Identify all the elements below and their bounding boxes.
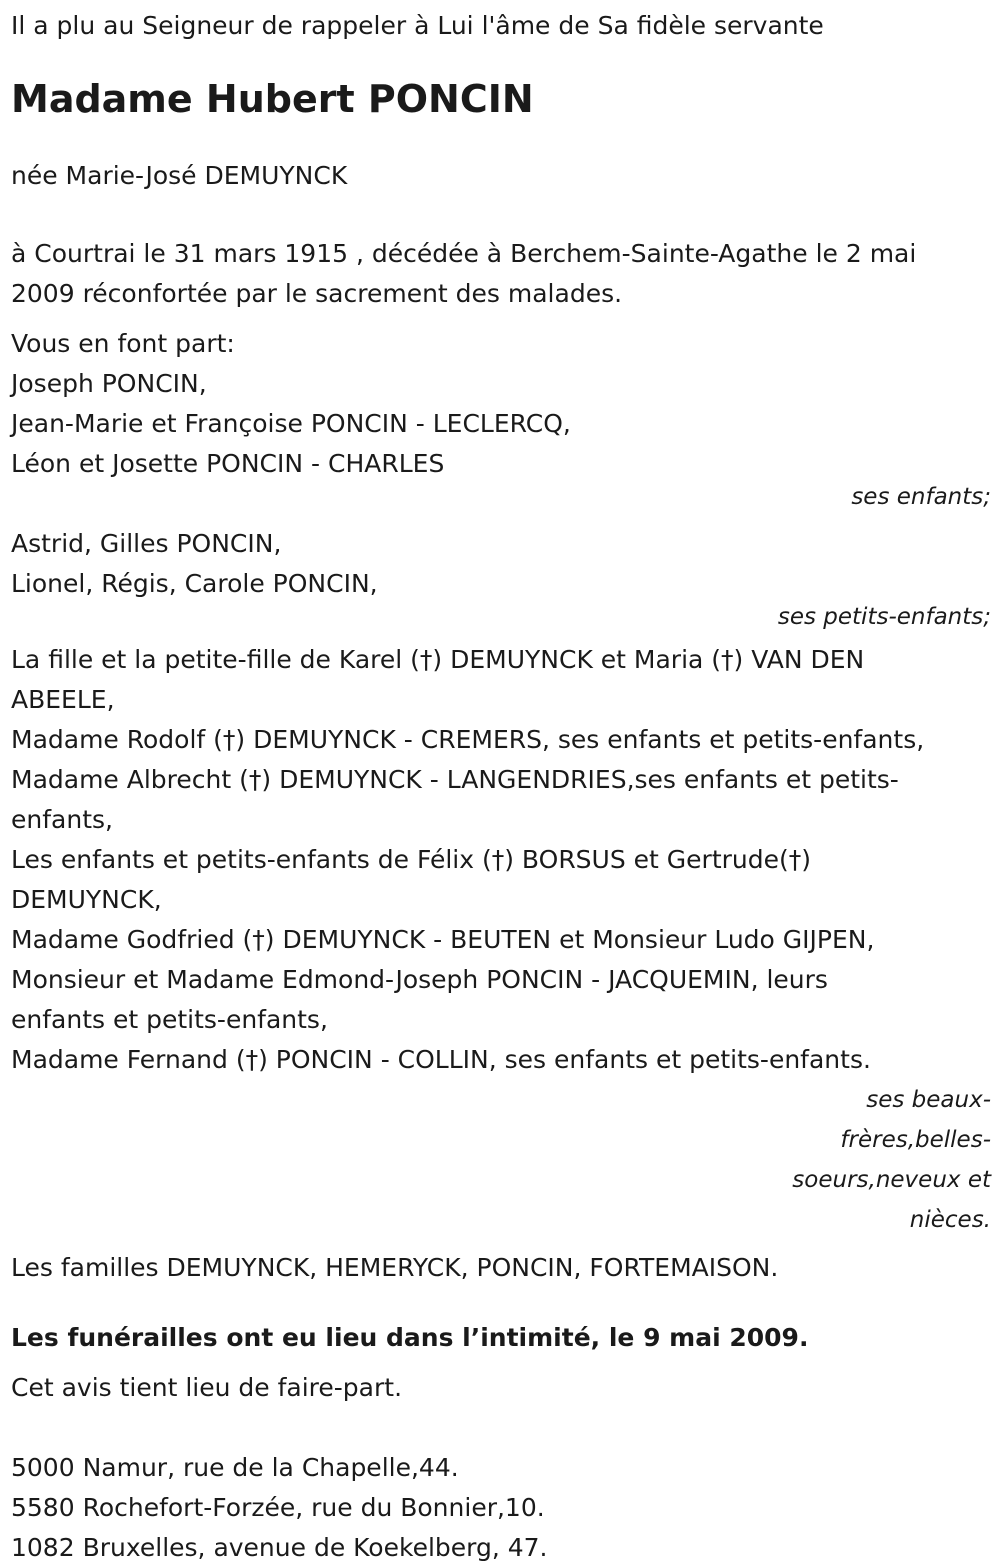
relative-entry: Madame Godfried (†) DEMUYNCK - BEUTEN et Monsieur Ludo GIJPEN, xyxy=(11,925,875,954)
address-line: 5580 Rochefort-Forzée, rue du Bonnier,10. xyxy=(11,1493,545,1522)
relative-entry: ABEELE, xyxy=(11,685,115,714)
relatives-role-line: frères,belles- xyxy=(840,1127,991,1153)
children-role: ses enfants; xyxy=(851,484,991,510)
maiden-name: née Marie-José DEMUYNCK xyxy=(11,161,348,190)
announce-label: Vous en font part: xyxy=(11,329,235,358)
relative-entry: Madame Albrecht (†) DEMUYNCK - LANGENDRIES,ses enfants et petits- xyxy=(11,765,899,794)
child-entry: Léon et Josette PONCIN - CHARLES xyxy=(11,449,445,478)
relative-entry: Madame Fernand (†) PONCIN - COLLIN, ses enfants et petits-enfants. xyxy=(11,1045,871,1074)
relative-entry: Madame Rodolf (†) DEMUYNCK - CREMERS, ses enfants et petits-enfants, xyxy=(11,725,925,754)
obituary-notice xyxy=(11,0,991,1568)
address-line: 5000 Namur, rue de la Chapelle,44. xyxy=(11,1453,459,1482)
relatives-role-line: soeurs,neveux et xyxy=(792,1167,991,1193)
announcement-block xyxy=(11,324,991,1240)
birth-death-line: 2009 réconfortée par le sacrement des malades. xyxy=(11,279,623,308)
deceased-name: Madame Hubert PONCIN xyxy=(11,77,534,121)
relatives-role-line: ses beaux- xyxy=(866,1087,991,1113)
relative-entry: DEMUYNCK, xyxy=(11,885,162,914)
grandchild-entry: Lionel, Régis, Carole PONCIN, xyxy=(11,569,378,598)
addresses-block xyxy=(11,1448,991,1568)
families-line: Les familles DEMUYNCK, HEMERYCK, PONCIN, FORTEMAISON. xyxy=(11,1253,779,1282)
grandchild-entry: Astrid, Gilles PONCIN, xyxy=(11,529,282,558)
intro-text: Il a plu au Seigneur de rappeler à Lui l'âme de Sa fidèle servante xyxy=(11,11,824,40)
relative-entry: Les enfants et petits-enfants de Félix (†) BORSUS et Gertrude(†) xyxy=(11,845,812,874)
grandchildren-role: ses petits-enfants; xyxy=(777,604,991,630)
birth-death-line: à Courtrai le 31 mars 1915 , décédée à Berchem-Sainte-Agathe le 2 mai xyxy=(11,239,917,268)
relative-entry: Monsieur et Madame Edmond-Joseph PONCIN - JACQUEMIN, leurs xyxy=(11,965,828,994)
relative-entry: enfants, xyxy=(11,805,113,834)
relatives-role xyxy=(771,1080,991,1240)
funeral-info: Les funérailles ont eu lieu dans l’intimité, le 9 mai 2009. xyxy=(11,1323,809,1352)
notice-text: Cet avis tient lieu de faire-part. xyxy=(11,1373,403,1402)
birth-death-info xyxy=(11,234,991,314)
relative-entry: enfants et petits-enfants, xyxy=(11,1005,328,1034)
child-entry: Joseph PONCIN, xyxy=(11,369,207,398)
relative-entry: La fille et la petite-fille de Karel (†) DEMUYNCK et Maria (†) VAN DEN xyxy=(11,645,865,674)
address-line: 1082 Bruxelles, avenue de Koekelberg, 47. xyxy=(11,1533,548,1562)
relatives-role-line: nièces. xyxy=(909,1207,991,1233)
child-entry: Jean-Marie et Françoise PONCIN - LECLERCQ, xyxy=(11,409,571,438)
